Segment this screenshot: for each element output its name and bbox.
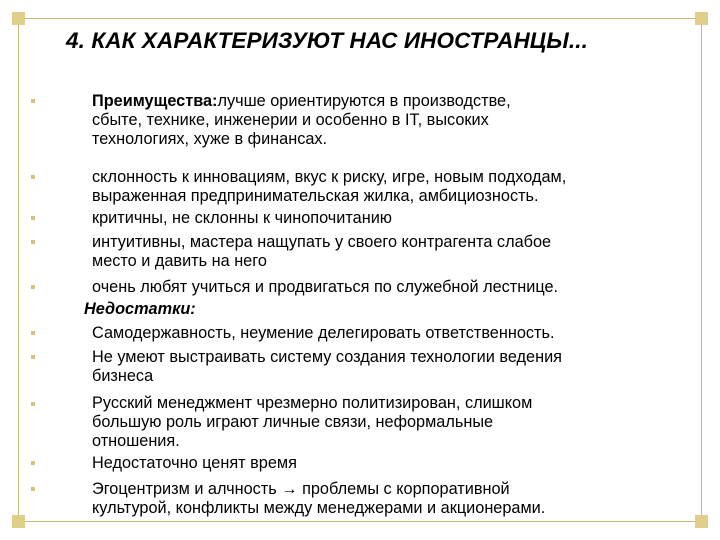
corner-decoration bbox=[695, 12, 708, 25]
list-item-text: Эгоцентризм и алчность → проблемы с корпоративной bbox=[92, 480, 510, 498]
list-item-text: критичны, не склонны к чинопочитанию bbox=[92, 209, 392, 227]
disadvantages-heading: Недостатки: bbox=[84, 300, 196, 318]
bullet-marker bbox=[31, 461, 35, 465]
list-item-text: технологиях, хуже в финансах. bbox=[92, 130, 328, 148]
corner-decoration bbox=[12, 12, 25, 25]
bullet-marker bbox=[31, 355, 35, 359]
list-item-text: бизнеса bbox=[92, 367, 154, 385]
list-item-text: культурой, конфликты между менеджерами и акционерами. bbox=[92, 499, 546, 517]
list-item-text: сбыте, технике, инженерии и особенно в IT, высоких bbox=[92, 111, 489, 129]
list-item-text: склонность к инновациям, вкус к риску, игре, новым подходам, bbox=[92, 168, 567, 186]
bullet-marker bbox=[31, 175, 35, 179]
list-item-text: выраженная предпринимательская жилка, амбициозность. bbox=[92, 187, 539, 205]
list-item-text: Недостаточно ценят время bbox=[92, 454, 297, 472]
list-item-text: очень любят учиться и продвигаться по служебной лестнице. bbox=[92, 278, 559, 296]
bullet-marker bbox=[31, 285, 35, 289]
list-item-text: Самодержавность, неумение делегировать ответственность. bbox=[92, 324, 555, 342]
list-item-advantages bbox=[92, 92, 511, 111]
bullet-marker bbox=[31, 331, 35, 335]
list-item-text: место и давить на него bbox=[92, 252, 267, 270]
bullet-marker bbox=[31, 402, 35, 406]
list-item-text: интуитивны, мастера нащупать у своего контрагента слабое bbox=[92, 233, 552, 251]
corner-decoration bbox=[695, 515, 708, 528]
bullet-marker bbox=[31, 487, 35, 491]
bullet-marker bbox=[31, 216, 35, 220]
bullet-marker bbox=[31, 240, 35, 244]
bullet-marker bbox=[31, 99, 35, 103]
advantages-heading: Преимущества: bbox=[92, 92, 218, 110]
corner-decoration bbox=[12, 515, 25, 528]
list-item-text: отношения. bbox=[92, 432, 180, 450]
list-item-text: лучше ориентируются в производстве, bbox=[217, 92, 511, 110]
list-item-text: Русский менеджмент чрезмерно политизирован, слишком bbox=[92, 394, 533, 412]
list-item-text: Не умеют выстраивать систему создания технологии ведения bbox=[92, 348, 562, 366]
slide-title: 4. КАК ХАРАКТЕРИЗУЮТ НАС ИНОСТРАНЦЫ... bbox=[66, 28, 588, 53]
list-item-text: большую роль играют личные связи, неформальные bbox=[92, 413, 494, 431]
